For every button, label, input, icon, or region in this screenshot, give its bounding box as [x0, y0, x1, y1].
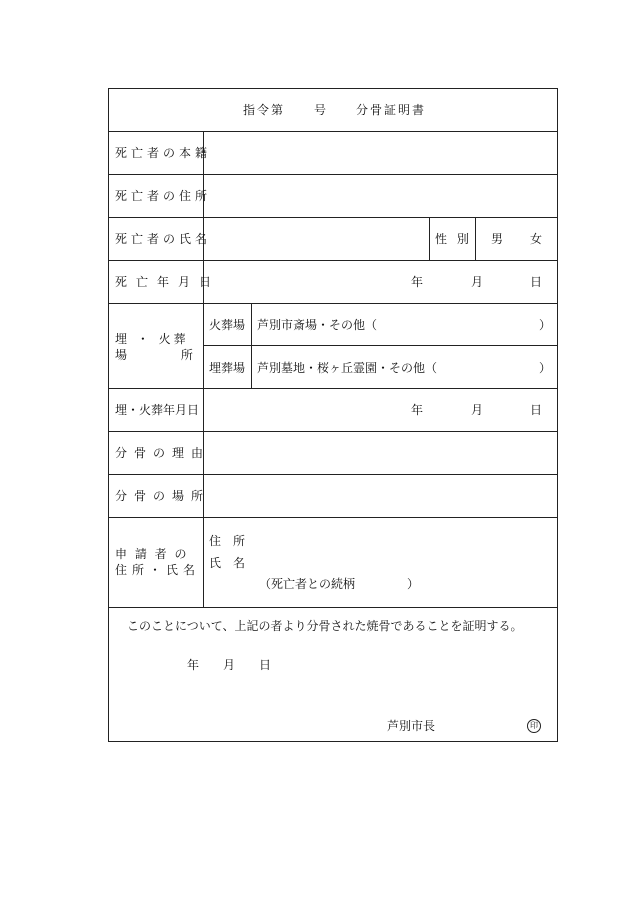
certificate-form	[108, 88, 558, 742]
row-divider	[109, 474, 557, 475]
relation-label: （死亡者との続柄	[259, 577, 356, 591]
label-applicant-line1: 申 請 者 の	[115, 547, 189, 561]
row-divider	[109, 217, 557, 218]
label-reason: 分骨の理由	[115, 446, 211, 460]
label-applicant-line2: 住所・氏名	[115, 563, 201, 577]
crematorium-close-paren: ）	[539, 318, 552, 332]
column-divider	[475, 217, 476, 260]
burial-month: 月	[471, 403, 484, 417]
certification-statement: このことについて、上記の者より分骨された焼骨であることを証明する。	[127, 619, 523, 633]
burial-year: 年	[411, 403, 424, 417]
mayor-title: 芦別市長	[387, 719, 436, 733]
row-divider	[109, 260, 557, 261]
row-divider	[109, 174, 557, 175]
label-honseki: 死亡者の本籍	[115, 146, 212, 160]
label-burial-date: 埋・火葬年月日	[115, 403, 200, 417]
title-document-name: 分骨証明書	[356, 103, 427, 117]
row-divider	[109, 607, 557, 608]
seal-icon: 印	[527, 719, 541, 733]
row-divider	[109, 303, 557, 304]
burial-day: 日	[530, 403, 543, 417]
column-divider	[251, 303, 252, 388]
applicant-address-label: 住 所	[209, 534, 246, 548]
row-divider	[109, 431, 557, 432]
label-split-place: 分骨の場所	[115, 489, 211, 503]
title-number-suffix: 号	[314, 103, 327, 117]
cemetery-options: 芦別墓地・桜ヶ丘霊園・その他（	[257, 361, 438, 375]
footer-day: 日	[259, 658, 272, 672]
row-divider	[109, 388, 557, 389]
sex-female: 女	[530, 232, 543, 246]
label-name: 死亡者の氏名	[115, 232, 212, 246]
applicant-name-label: 氏 名	[209, 556, 246, 570]
label-place-line2: 場 所	[115, 348, 193, 362]
row-divider	[203, 345, 557, 346]
crematorium-options: 芦別市斎場・その他（	[257, 318, 378, 332]
footer-month: 月	[223, 658, 236, 672]
cemetery-close-paren: ）	[539, 361, 552, 375]
sex-male: 男	[491, 232, 504, 246]
label-sex: 性 別	[435, 232, 472, 246]
column-divider	[429, 217, 430, 260]
row-divider	[109, 517, 557, 518]
label-address: 死亡者の住所	[115, 189, 212, 203]
death-day: 日	[530, 275, 543, 289]
death-year: 年	[411, 275, 424, 289]
relation-close-paren: ）	[407, 577, 420, 591]
footer-year: 年	[187, 658, 200, 672]
label-death-date: 死亡年月日	[115, 275, 221, 289]
label-cemetery: 埋葬場	[209, 361, 246, 375]
label-place-line1: 埋 ・ 火葬	[115, 332, 189, 346]
label-crematorium: 火葬場	[209, 318, 246, 332]
title-prefix: 指令第	[243, 103, 286, 117]
row-divider	[109, 131, 557, 132]
death-month: 月	[471, 275, 484, 289]
